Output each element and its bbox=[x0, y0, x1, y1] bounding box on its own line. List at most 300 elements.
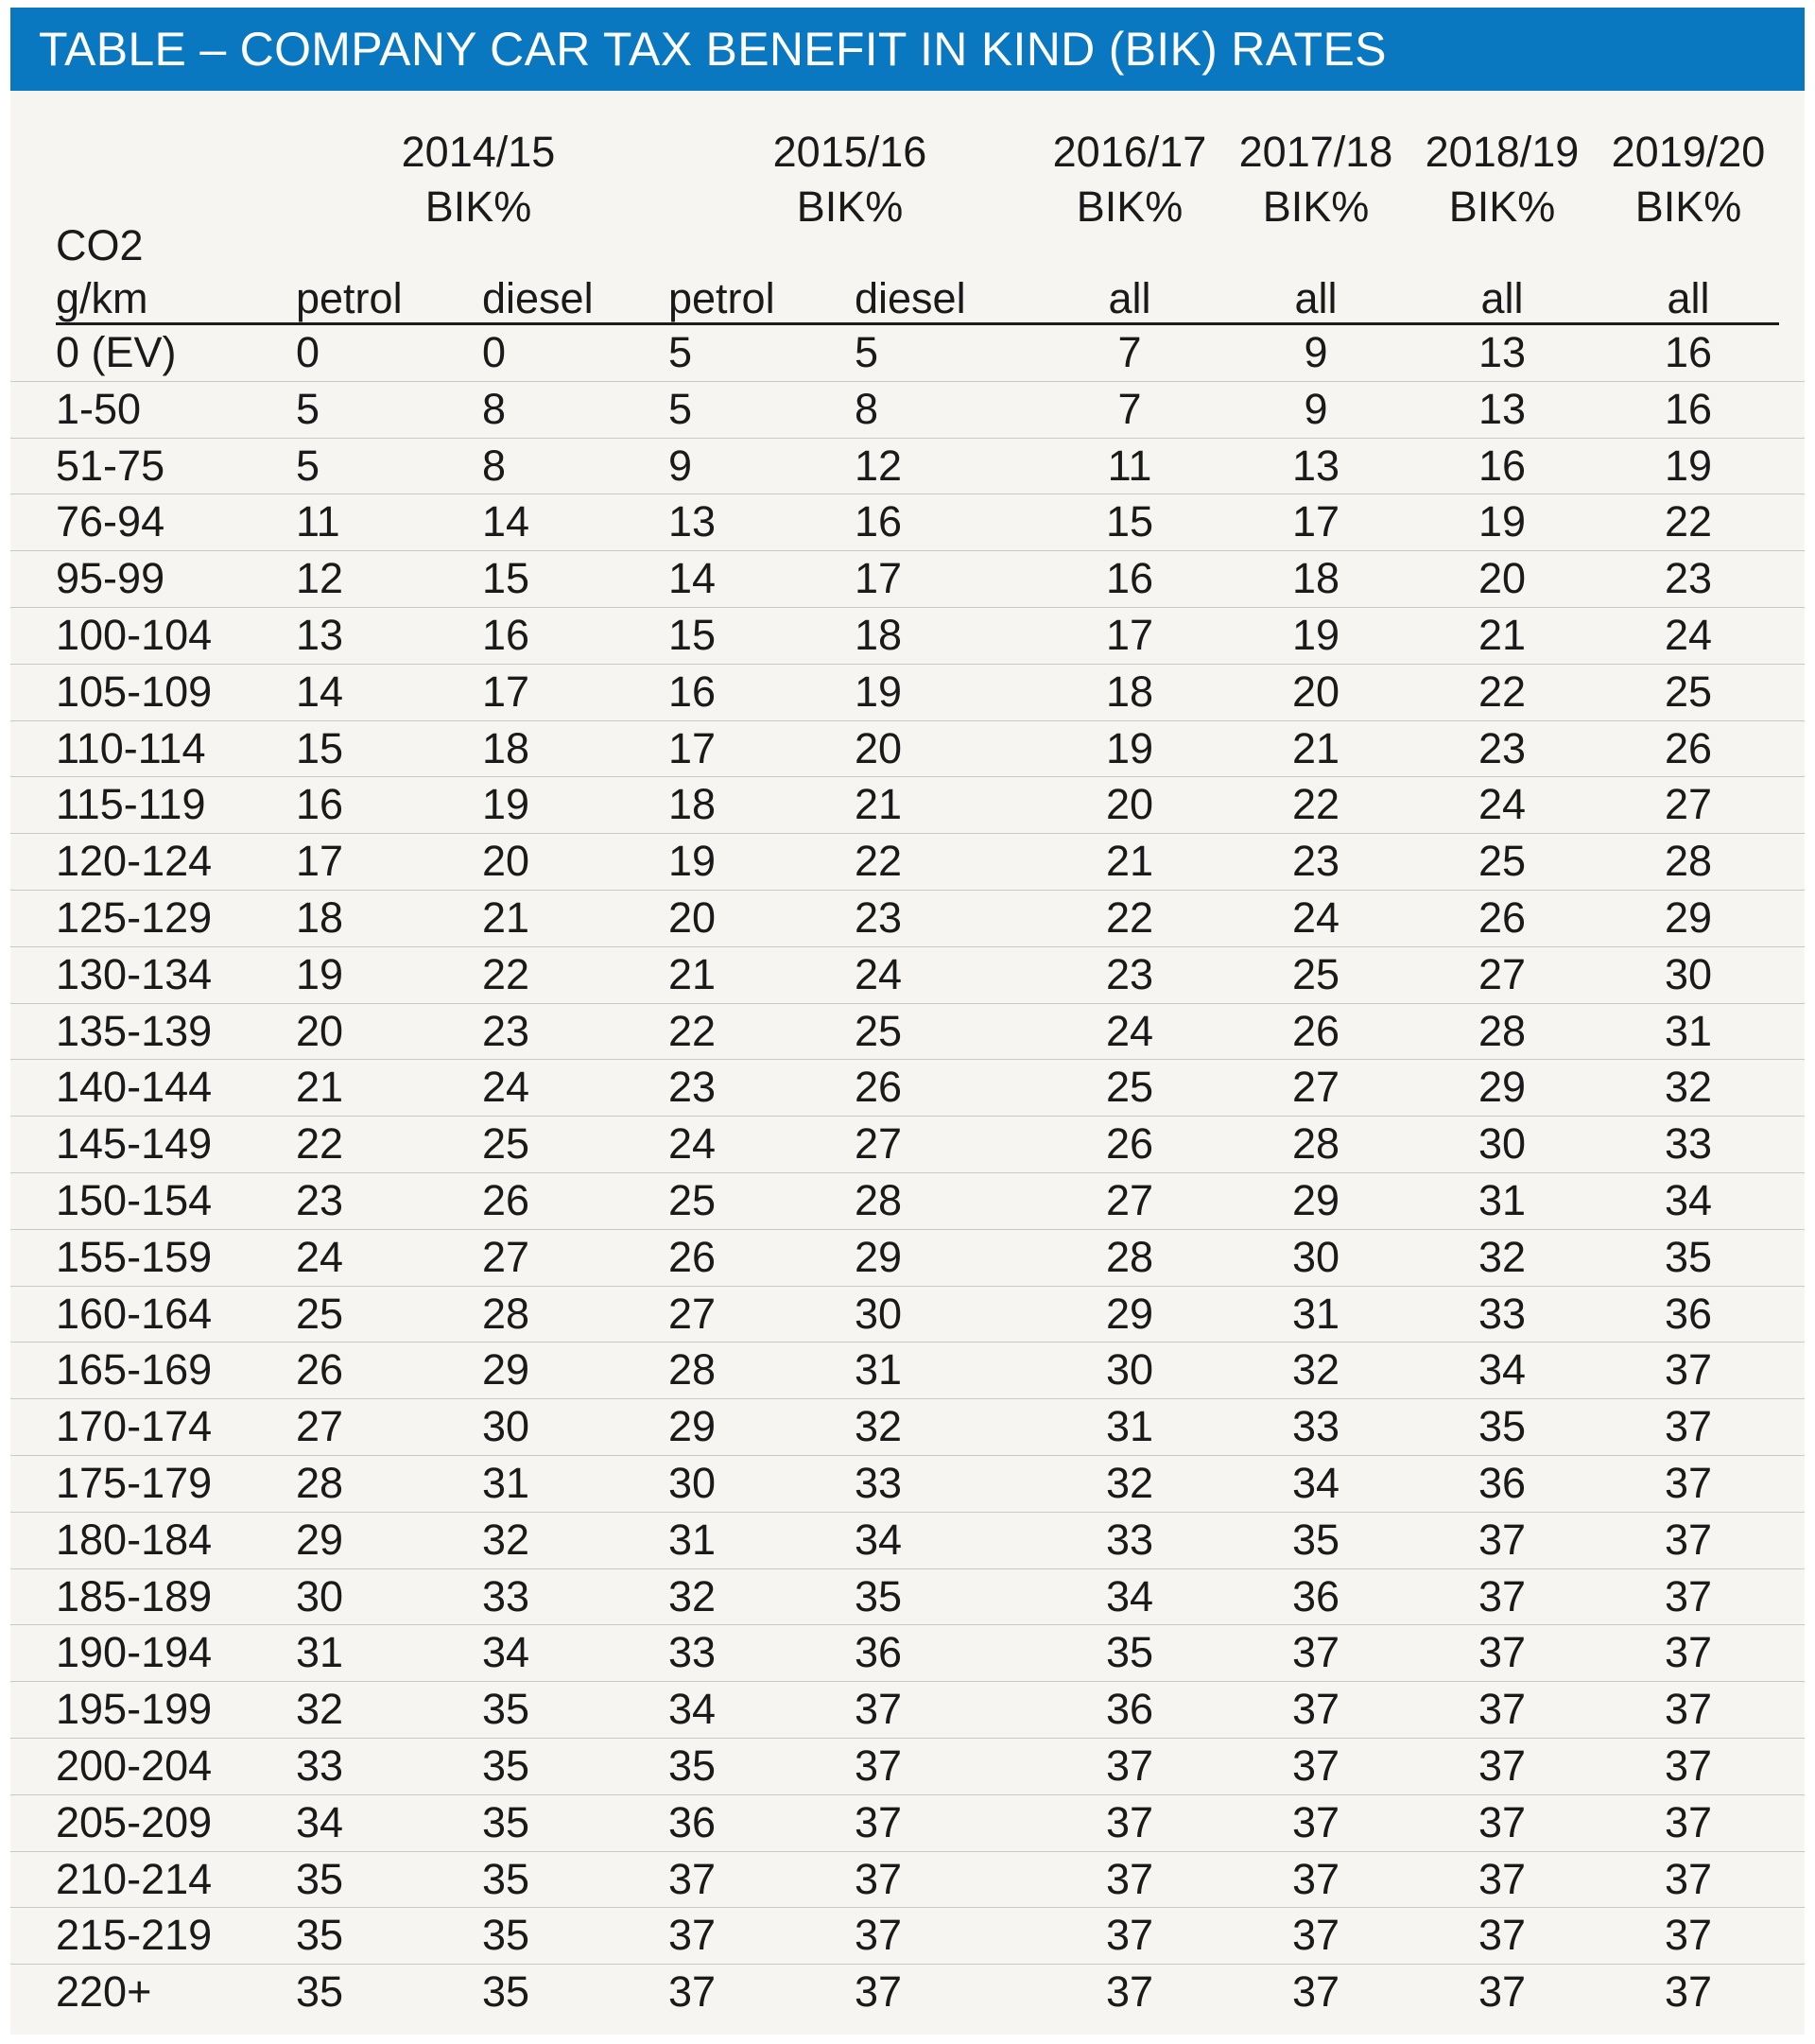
bik-value-2017-all: 37 bbox=[1291, 1854, 1340, 1903]
bik-value-2015-petrol: 35 bbox=[668, 1741, 717, 1790]
table-row bbox=[10, 1908, 1805, 1965]
bik-value-2016-all: 37 bbox=[1105, 1741, 1154, 1790]
bik-value-2018-all: 24 bbox=[1478, 780, 1527, 829]
bik-value-2019-all: 37 bbox=[1664, 1911, 1713, 1960]
bik-value-2014-diesel: 19 bbox=[482, 780, 530, 829]
table-title: TABLE – COMPANY CAR TAX BENEFIT IN KIND (BIK) RATES bbox=[39, 23, 1387, 76]
bik-value-2016-all: 32 bbox=[1105, 1458, 1154, 1507]
bik-value-2015-petrol: 36 bbox=[668, 1797, 717, 1846]
bik-value-2015-petrol: 37 bbox=[668, 1967, 717, 2017]
bik-value-2014-petrol: 34 bbox=[296, 1797, 344, 1846]
bik-value-2016-all: 16 bbox=[1105, 554, 1154, 603]
bik-value-2015-diesel: 27 bbox=[855, 1119, 903, 1169]
bik-value-2018-all: 13 bbox=[1478, 328, 1527, 376]
bik-value-2015-petrol: 33 bbox=[668, 1628, 717, 1677]
header-fuel-2017-all: all bbox=[1294, 274, 1338, 322]
co2-band-cell: 195-199 bbox=[56, 1685, 213, 1734]
bik-value-2014-petrol: 29 bbox=[296, 1515, 344, 1564]
bik-value-2014-petrol: 18 bbox=[296, 892, 344, 942]
bik-value-2018-all: 37 bbox=[1478, 1515, 1527, 1564]
table-row bbox=[10, 551, 1805, 608]
header-year-2014-15: 2014/15 bbox=[401, 128, 556, 176]
co2-band-cell: 200-204 bbox=[56, 1741, 213, 1790]
bik-value-2015-petrol: 23 bbox=[668, 1063, 717, 1112]
bik-value-2014-diesel: 8 bbox=[482, 441, 507, 490]
bik-value-2018-all: 36 bbox=[1478, 1458, 1527, 1507]
bik-value-2016-all: 34 bbox=[1105, 1571, 1154, 1620]
table-row bbox=[10, 1342, 1805, 1399]
table-row bbox=[10, 947, 1805, 1004]
table-row bbox=[10, 1004, 1805, 1061]
table-row bbox=[10, 665, 1805, 721]
bik-value-2015-petrol: 13 bbox=[668, 497, 717, 546]
bik-value-2015-petrol: 25 bbox=[668, 1175, 717, 1224]
table-row bbox=[10, 1230, 1805, 1287]
bik-value-2015-petrol: 27 bbox=[668, 1289, 717, 1338]
co2-band-cell: 215-219 bbox=[56, 1911, 213, 1960]
bik-value-2019-all: 36 bbox=[1664, 1289, 1713, 1338]
bik-value-2017-all: 9 bbox=[1304, 384, 1328, 433]
bik-value-2016-all: 23 bbox=[1105, 949, 1154, 998]
bik-value-2019-all: 16 bbox=[1664, 384, 1713, 433]
bik-value-2017-all: 13 bbox=[1291, 441, 1340, 490]
bik-value-2018-all: 23 bbox=[1478, 723, 1527, 772]
header-unit-2017-18: BIK% bbox=[1262, 182, 1370, 231]
bik-value-2019-all: 23 bbox=[1664, 554, 1713, 603]
bik-value-2018-all: 37 bbox=[1478, 1741, 1527, 1790]
bik-value-2017-all: 37 bbox=[1291, 1967, 1340, 2017]
bik-value-2014-petrol: 0 bbox=[296, 328, 320, 376]
bik-value-2016-all: 29 bbox=[1105, 1289, 1154, 1338]
bik-value-2015-diesel: 30 bbox=[855, 1289, 903, 1338]
bik-value-2016-all: 37 bbox=[1105, 1854, 1154, 1903]
bik-value-2018-all: 30 bbox=[1478, 1119, 1527, 1169]
co2-band-cell: 185-189 bbox=[56, 1571, 213, 1620]
table-row bbox=[10, 325, 1805, 382]
bik-value-2016-all: 7 bbox=[1117, 384, 1142, 433]
bik-value-2015-diesel: 33 bbox=[855, 1458, 903, 1507]
bik-value-2018-all: 37 bbox=[1478, 1628, 1527, 1677]
bik-value-2014-petrol: 23 bbox=[296, 1175, 344, 1224]
bik-value-2014-diesel: 8 bbox=[482, 384, 507, 433]
bik-value-2015-diesel: 37 bbox=[855, 1685, 903, 1734]
bik-value-2014-diesel: 24 bbox=[482, 1063, 530, 1112]
bik-value-2017-all: 24 bbox=[1291, 892, 1340, 942]
bik-value-2015-petrol: 37 bbox=[668, 1911, 717, 1960]
bik-value-2018-all: 20 bbox=[1478, 554, 1527, 603]
bik-value-2015-diesel: 22 bbox=[855, 837, 903, 886]
bik-value-2019-all: 33 bbox=[1664, 1119, 1713, 1169]
bik-value-2014-petrol: 13 bbox=[296, 610, 344, 659]
table-row bbox=[10, 1287, 1805, 1343]
bik-value-2015-petrol: 29 bbox=[668, 1402, 717, 1451]
bik-value-2019-all: 29 bbox=[1664, 892, 1713, 942]
bik-value-2017-all: 23 bbox=[1291, 837, 1340, 886]
co2-band-cell: 0 (EV) bbox=[56, 328, 177, 376]
bik-value-2016-all: 18 bbox=[1105, 667, 1154, 716]
bik-value-2017-all: 17 bbox=[1291, 497, 1340, 546]
bik-value-2015-petrol: 18 bbox=[668, 780, 717, 829]
header-unit-2016-17: BIK% bbox=[1076, 182, 1184, 231]
bik-value-2017-all: 26 bbox=[1291, 1006, 1340, 1055]
bik-value-2019-all: 37 bbox=[1664, 1967, 1713, 2017]
bik-value-2014-diesel: 22 bbox=[482, 949, 530, 998]
bik-value-2017-all: 35 bbox=[1291, 1515, 1340, 1564]
bik-value-2015-diesel: 37 bbox=[855, 1741, 903, 1790]
bik-value-2019-all: 37 bbox=[1664, 1571, 1713, 1620]
bik-value-2018-all: 31 bbox=[1478, 1175, 1527, 1224]
bik-value-2015-petrol: 37 bbox=[668, 1854, 717, 1903]
bik-value-2014-diesel: 16 bbox=[482, 610, 530, 659]
bik-value-2018-all: 19 bbox=[1478, 497, 1527, 546]
bik-value-2014-petrol: 28 bbox=[296, 1458, 344, 1507]
co2-band-cell: 210-214 bbox=[56, 1854, 213, 1903]
bik-value-2015-petrol: 15 bbox=[668, 610, 717, 659]
bik-value-2017-all: 37 bbox=[1291, 1911, 1340, 1960]
bik-value-2014-diesel: 31 bbox=[482, 1458, 530, 1507]
table-row bbox=[10, 1456, 1805, 1513]
header-unit-2018-19: BIK% bbox=[1448, 182, 1556, 231]
co2-band-cell: 155-159 bbox=[56, 1232, 213, 1281]
header-year-2018-19: 2018/19 bbox=[1425, 128, 1580, 176]
bik-value-2015-diesel: 37 bbox=[855, 1911, 903, 1960]
bik-value-2016-all: 7 bbox=[1117, 328, 1142, 376]
bik-value-2015-petrol: 31 bbox=[668, 1515, 717, 1564]
title-bar bbox=[10, 8, 1805, 91]
bik-value-2015-diesel: 25 bbox=[855, 1006, 903, 1055]
header-fuel-2014-diesel: diesel bbox=[482, 274, 594, 322]
bik-value-2014-petrol: 35 bbox=[296, 1854, 344, 1903]
bik-value-2014-diesel: 14 bbox=[482, 497, 530, 546]
table-body bbox=[10, 325, 1805, 2021]
table-row bbox=[10, 494, 1805, 551]
header-unit-2015-16: BIK% bbox=[796, 182, 904, 231]
bik-value-2015-diesel: 26 bbox=[855, 1063, 903, 1112]
bik-value-2014-diesel: 35 bbox=[482, 1741, 530, 1790]
bik-value-2015-petrol: 26 bbox=[668, 1232, 717, 1281]
co2-band-cell: 145-149 bbox=[56, 1119, 213, 1169]
bik-value-2014-diesel: 26 bbox=[482, 1175, 530, 1224]
table-row bbox=[10, 1739, 1805, 1795]
bik-value-2018-all: 29 bbox=[1478, 1063, 1527, 1112]
bik-value-2015-diesel: 32 bbox=[855, 1402, 903, 1451]
bik-value-2014-petrol: 35 bbox=[296, 1967, 344, 2017]
bik-value-2014-petrol: 30 bbox=[296, 1571, 344, 1620]
bik-value-2014-diesel: 35 bbox=[482, 1854, 530, 1903]
co2-band-cell: 1-50 bbox=[56, 384, 142, 433]
bik-value-2015-petrol: 5 bbox=[668, 328, 693, 376]
bik-value-2016-all: 35 bbox=[1105, 1628, 1154, 1677]
bik-value-2016-all: 20 bbox=[1105, 780, 1154, 829]
bik-value-2019-all: 37 bbox=[1664, 1741, 1713, 1790]
bik-value-2014-petrol: 5 bbox=[296, 384, 320, 433]
co2-band-cell: 140-144 bbox=[56, 1063, 213, 1112]
table-row bbox=[10, 382, 1805, 439]
bik-value-2019-all: 31 bbox=[1664, 1006, 1713, 1055]
bik-value-2016-all: 19 bbox=[1105, 723, 1154, 772]
bik-value-2017-all: 34 bbox=[1291, 1458, 1340, 1507]
header-fuel-2016-all: all bbox=[1108, 274, 1151, 322]
bik-value-2015-diesel: 16 bbox=[855, 497, 903, 546]
table-row bbox=[10, 777, 1805, 834]
bik-value-2014-petrol: 33 bbox=[296, 1741, 344, 1790]
bik-value-2014-diesel: 18 bbox=[482, 723, 530, 772]
table-row bbox=[10, 834, 1805, 891]
bik-value-2014-petrol: 21 bbox=[296, 1063, 344, 1112]
bik-value-2016-all: 36 bbox=[1105, 1685, 1154, 1734]
bik-value-2015-diesel: 23 bbox=[855, 892, 903, 942]
bik-value-2015-petrol: 28 bbox=[668, 1345, 717, 1394]
header-unit-2014-15: BIK% bbox=[424, 182, 532, 231]
bik-value-2014-petrol: 35 bbox=[296, 1911, 344, 1960]
bik-value-2017-all: 22 bbox=[1291, 780, 1340, 829]
bik-value-2015-diesel: 29 bbox=[855, 1232, 903, 1281]
bik-value-2019-all: 22 bbox=[1664, 497, 1713, 546]
bik-value-2014-petrol: 17 bbox=[296, 837, 344, 886]
bik-value-2015-petrol: 24 bbox=[668, 1119, 717, 1169]
table-row bbox=[10, 608, 1805, 665]
bik-value-2015-diesel: 5 bbox=[855, 328, 879, 376]
bik-value-2017-all: 28 bbox=[1291, 1119, 1340, 1169]
bik-value-2019-all: 32 bbox=[1664, 1063, 1713, 1112]
bik-value-2017-all: 25 bbox=[1291, 949, 1340, 998]
bik-value-2014-diesel: 21 bbox=[482, 892, 530, 942]
co2-band-cell: 51-75 bbox=[56, 441, 165, 490]
bik-value-2019-all: 26 bbox=[1664, 723, 1713, 772]
co2-band-cell: 120-124 bbox=[56, 837, 213, 886]
bik-value-2014-petrol: 22 bbox=[296, 1119, 344, 1169]
bik-value-2019-all: 16 bbox=[1664, 328, 1713, 376]
bik-value-2014-petrol: 11 bbox=[296, 497, 340, 546]
bik-value-2014-diesel: 20 bbox=[482, 837, 530, 886]
co2-band-cell: 160-164 bbox=[56, 1289, 213, 1338]
table-row bbox=[10, 1060, 1805, 1117]
bik-value-2015-diesel: 28 bbox=[855, 1175, 903, 1224]
bik-value-2015-diesel: 17 bbox=[855, 554, 903, 603]
co2-band-cell: 175-179 bbox=[56, 1458, 213, 1507]
co2-band-cell: 76-94 bbox=[56, 497, 165, 546]
bik-value-2019-all: 37 bbox=[1664, 1345, 1713, 1394]
bik-value-2015-diesel: 12 bbox=[855, 441, 903, 490]
bik-value-2015-petrol: 32 bbox=[668, 1571, 717, 1620]
bik-value-2019-all: 37 bbox=[1664, 1628, 1713, 1677]
bik-value-2017-all: 31 bbox=[1291, 1289, 1340, 1338]
bik-value-2017-all: 37 bbox=[1291, 1628, 1340, 1677]
bik-value-2017-all: 18 bbox=[1291, 554, 1340, 603]
bik-value-2016-all: 37 bbox=[1105, 1797, 1154, 1846]
bik-value-2017-all: 33 bbox=[1291, 1402, 1340, 1451]
header-year-2019-20: 2019/20 bbox=[1611, 128, 1766, 176]
bik-value-2015-diesel: 31 bbox=[855, 1345, 903, 1394]
bik-value-2014-petrol: 27 bbox=[296, 1402, 344, 1451]
bik-value-2018-all: 37 bbox=[1478, 1854, 1527, 1903]
bik-value-2014-diesel: 29 bbox=[482, 1345, 530, 1394]
bik-value-2019-all: 37 bbox=[1664, 1854, 1713, 1903]
bik-value-2019-all: 37 bbox=[1664, 1685, 1713, 1734]
table-row bbox=[10, 891, 1805, 947]
co2-band-cell: 150-154 bbox=[56, 1175, 213, 1224]
header-co2: CO2 bbox=[56, 221, 144, 269]
bik-value-2014-diesel: 23 bbox=[482, 1006, 530, 1055]
co2-band-cell: 220+ bbox=[56, 1967, 152, 2017]
table-row bbox=[10, 1399, 1805, 1456]
bik-value-2016-all: 24 bbox=[1105, 1006, 1154, 1055]
bik-value-2016-all: 21 bbox=[1105, 837, 1154, 886]
bik-value-2018-all: 25 bbox=[1478, 837, 1527, 886]
header-fuel-2014-petrol: petrol bbox=[296, 274, 403, 322]
bik-value-2016-all: 11 bbox=[1107, 441, 1152, 490]
table-row bbox=[10, 1117, 1805, 1173]
header-year-2015-16: 2015/16 bbox=[772, 128, 927, 176]
bik-value-2016-all: 37 bbox=[1105, 1911, 1154, 1960]
bik-value-2015-petrol: 14 bbox=[668, 554, 717, 603]
bik-value-2018-all: 28 bbox=[1478, 1006, 1527, 1055]
bik-value-2014-petrol: 31 bbox=[296, 1628, 344, 1677]
bik-value-2018-all: 34 bbox=[1478, 1345, 1527, 1394]
bik-value-2015-diesel: 37 bbox=[855, 1967, 903, 2017]
co2-band-cell: 105-109 bbox=[56, 667, 213, 716]
bik-value-2016-all: 22 bbox=[1105, 892, 1154, 942]
bik-value-2019-all: 27 bbox=[1664, 780, 1713, 829]
bik-value-2014-diesel: 0 bbox=[482, 328, 507, 376]
bik-value-2018-all: 37 bbox=[1478, 1967, 1527, 2017]
bik-value-2017-all: 32 bbox=[1291, 1345, 1340, 1394]
bik-value-2017-all: 9 bbox=[1304, 328, 1328, 376]
bik-value-2014-petrol: 15 bbox=[296, 723, 344, 772]
bik-value-2018-all: 37 bbox=[1478, 1571, 1527, 1620]
table-row bbox=[10, 439, 1805, 495]
bik-value-2016-all: 27 bbox=[1105, 1175, 1154, 1224]
bik-value-2016-all: 33 bbox=[1105, 1515, 1154, 1564]
bik-value-2018-all: 33 bbox=[1478, 1289, 1527, 1338]
bik-value-2017-all: 29 bbox=[1291, 1175, 1340, 1224]
bik-value-2019-all: 37 bbox=[1664, 1797, 1713, 1846]
bik-value-2014-diesel: 28 bbox=[482, 1289, 530, 1338]
bik-value-2018-all: 16 bbox=[1478, 441, 1527, 490]
bik-value-2015-petrol: 22 bbox=[668, 1006, 717, 1055]
bik-value-2016-all: 30 bbox=[1105, 1345, 1154, 1394]
bik-value-2019-all: 30 bbox=[1664, 949, 1713, 998]
header-fuel-2018-all: all bbox=[1480, 274, 1524, 322]
bik-value-2017-all: 19 bbox=[1291, 610, 1340, 659]
table-row bbox=[10, 1625, 1805, 1682]
bik-value-2018-all: 37 bbox=[1478, 1685, 1527, 1734]
bik-value-2018-all: 26 bbox=[1478, 892, 1527, 942]
bik-value-2015-diesel: 18 bbox=[855, 610, 903, 659]
bik-value-2014-petrol: 14 bbox=[296, 667, 344, 716]
bik-value-2015-diesel: 21 bbox=[855, 780, 903, 829]
bik-value-2017-all: 30 bbox=[1291, 1232, 1340, 1281]
co2-band-cell: 180-184 bbox=[56, 1515, 213, 1564]
co2-band-cell: 190-194 bbox=[56, 1628, 213, 1677]
bik-value-2019-all: 37 bbox=[1664, 1458, 1713, 1507]
header-fuel-2015-diesel: diesel bbox=[855, 274, 966, 322]
bik-value-2015-diesel: 19 bbox=[855, 667, 903, 716]
bik-value-2014-petrol: 12 bbox=[296, 554, 344, 603]
bik-value-2015-diesel: 20 bbox=[855, 723, 903, 772]
bik-value-2016-all: 28 bbox=[1105, 1232, 1154, 1281]
bik-value-2018-all: 37 bbox=[1478, 1797, 1527, 1846]
bik-value-2014-petrol: 20 bbox=[296, 1006, 344, 1055]
bik-value-2016-all: 17 bbox=[1105, 610, 1154, 659]
bik-value-2014-diesel: 34 bbox=[482, 1628, 530, 1677]
bik-value-2019-all: 35 bbox=[1664, 1232, 1713, 1281]
bik-value-2015-diesel: 37 bbox=[855, 1854, 903, 1903]
bik-value-2019-all: 37 bbox=[1664, 1515, 1713, 1564]
bik-value-2014-diesel: 35 bbox=[482, 1911, 530, 1960]
bik-value-2017-all: 27 bbox=[1291, 1063, 1340, 1112]
bik-value-2015-petrol: 19 bbox=[668, 837, 717, 886]
bik-value-2017-all: 37 bbox=[1291, 1685, 1340, 1734]
bik-value-2019-all: 37 bbox=[1664, 1402, 1713, 1451]
bik-value-2014-diesel: 33 bbox=[482, 1571, 530, 1620]
bik-value-2018-all: 35 bbox=[1478, 1402, 1527, 1451]
bik-value-2017-all: 20 bbox=[1291, 667, 1340, 716]
co2-band-cell: 115-119 bbox=[56, 780, 206, 829]
bik-value-2018-all: 27 bbox=[1478, 949, 1527, 998]
bik-value-2015-petrol: 16 bbox=[668, 667, 717, 716]
bik-value-2018-all: 21 bbox=[1478, 610, 1527, 659]
bik-value-2018-all: 37 bbox=[1478, 1911, 1527, 1960]
bik-value-2015-diesel: 37 bbox=[855, 1797, 903, 1846]
bik-value-2016-all: 25 bbox=[1105, 1063, 1154, 1112]
bik-value-2014-diesel: 27 bbox=[482, 1232, 530, 1281]
co2-band-cell: 205-209 bbox=[56, 1797, 213, 1846]
co2-band-cell: 125-129 bbox=[56, 892, 213, 942]
bik-value-2016-all: 37 bbox=[1105, 1967, 1154, 2017]
bik-value-2014-petrol: 5 bbox=[296, 441, 320, 490]
bik-value-2014-petrol: 24 bbox=[296, 1232, 344, 1281]
bik-value-2015-diesel: 24 bbox=[855, 949, 903, 998]
table-row bbox=[10, 1513, 1805, 1569]
bik-value-2019-all: 28 bbox=[1664, 837, 1713, 886]
table-row bbox=[10, 1852, 1805, 1909]
table-row bbox=[10, 1965, 1805, 2021]
table-row bbox=[10, 721, 1805, 778]
bik-value-2017-all: 37 bbox=[1291, 1797, 1340, 1846]
bik-value-2017-all: 21 bbox=[1291, 723, 1340, 772]
header-co2-unit: g/km bbox=[56, 274, 148, 322]
header-fuel-2019-all: all bbox=[1667, 274, 1710, 322]
header-fuel-2015-petrol: petrol bbox=[668, 274, 775, 322]
bik-value-2014-diesel: 17 bbox=[482, 667, 530, 716]
bik-value-2015-petrol: 21 bbox=[668, 949, 717, 998]
co2-band-cell: 170-174 bbox=[56, 1402, 213, 1451]
bik-value-2014-petrol: 16 bbox=[296, 780, 344, 829]
bik-value-2014-petrol: 32 bbox=[296, 1685, 344, 1734]
co2-band-cell: 100-104 bbox=[56, 610, 213, 659]
bik-value-2014-diesel: 35 bbox=[482, 1967, 530, 2017]
bik-value-2014-diesel: 35 bbox=[482, 1685, 530, 1734]
co2-band-cell: 130-134 bbox=[56, 949, 213, 998]
bik-value-2019-all: 34 bbox=[1664, 1175, 1713, 1224]
table-row bbox=[10, 1795, 1805, 1852]
bik-value-2019-all: 19 bbox=[1664, 441, 1713, 490]
bik-value-2014-diesel: 35 bbox=[482, 1797, 530, 1846]
bik-value-2014-petrol: 25 bbox=[296, 1289, 344, 1338]
bik-value-2014-diesel: 32 bbox=[482, 1515, 530, 1564]
bik-value-2016-all: 26 bbox=[1105, 1119, 1154, 1169]
bik-value-2014-petrol: 26 bbox=[296, 1345, 344, 1394]
co2-band-cell: 95-99 bbox=[56, 554, 165, 603]
co2-band-cell: 110-114 bbox=[56, 723, 206, 772]
bik-value-2014-diesel: 25 bbox=[482, 1119, 530, 1169]
bik-value-2015-petrol: 20 bbox=[668, 892, 717, 942]
bik-value-2015-petrol: 30 bbox=[668, 1458, 717, 1507]
bik-value-2015-petrol: 5 bbox=[668, 384, 693, 433]
co2-band-cell: 165-169 bbox=[56, 1345, 213, 1394]
header-unit-2019-20: BIK% bbox=[1634, 182, 1742, 231]
